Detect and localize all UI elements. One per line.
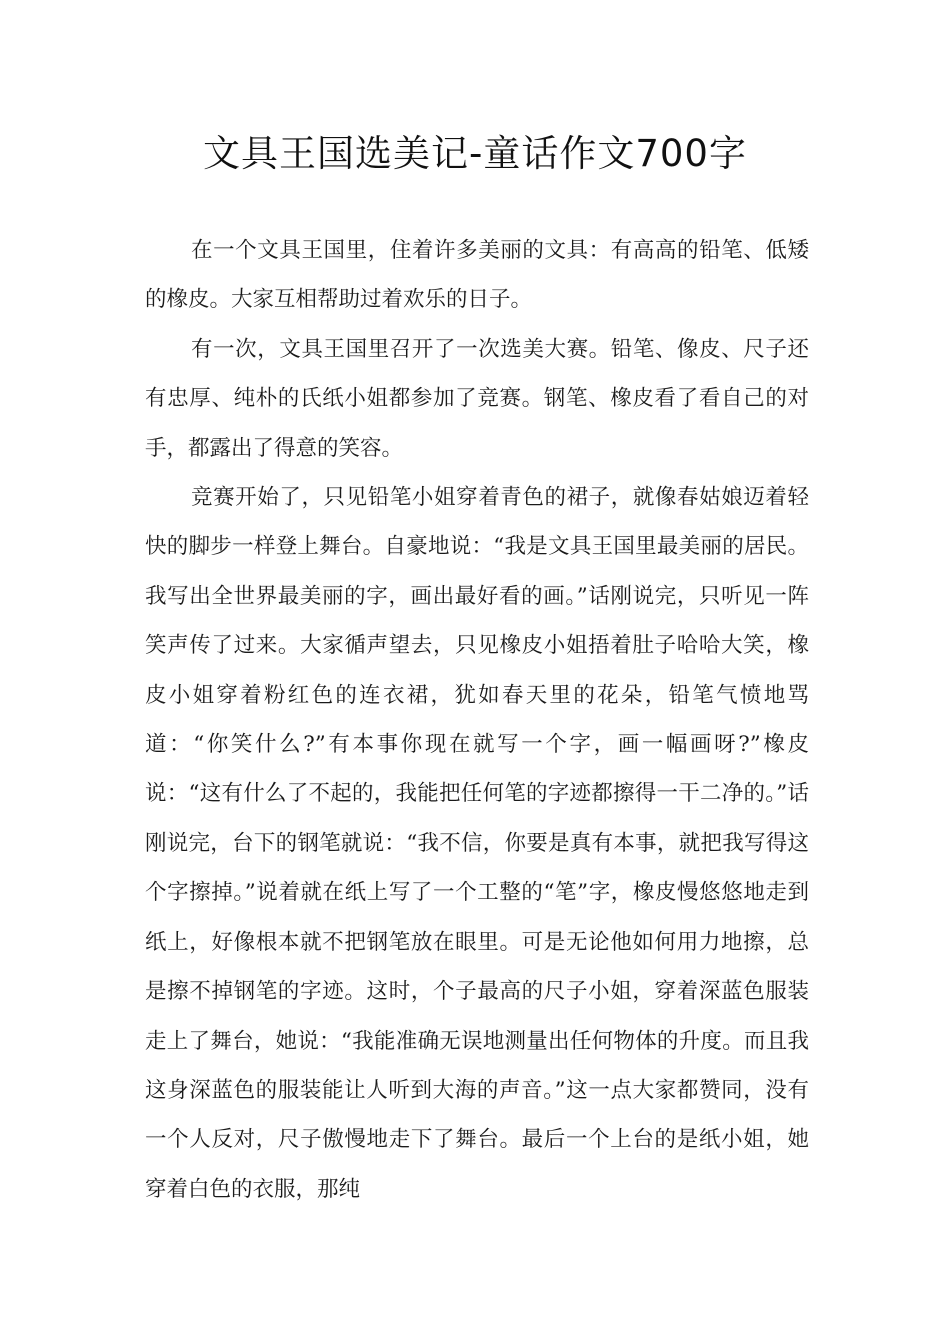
- document-body: [145, 226, 809, 1214]
- paragraph-2: 有一次，文具王国里召开了一次选美大赛。铅笔、像皮、尺子还有忠厚、纯朴的氏纸小姐都参加了竞赛。钢笔、橡皮看了看自己的对手，都露出了得意的笑容。: [145, 336, 809, 461]
- document-title: 文具王国选美记-童话作文700字: [203, 132, 747, 175]
- paragraph-1: 在一个文具王国里，住着许多美丽的文具：有高高的铅笔、低矮的橡皮。大家互相帮助过着欢乐的日子。: [145, 238, 809, 313]
- paragraph-3: 竞赛开始了，只见铅笔小姐穿着青色的裙子，就像春姑娘迈着轻快的脚步一样登上舞台。自豪地说：“我是文具王国里最美丽的居民。我写出全世界最美丽的字，画出最好看的画。”话刚说完，只听见一阵笑声传了过来。大家循声望去，只见橡皮小姐捂着肚子哈哈大笑，橡皮小姐穿着粉红色的连衣裙，犹如春天里的花朵，铅笔气愤地骂道：“你笑什么?”有本事你现在就写一个字，画一幅画呀?”橡皮说：“这有什么了不起的，我能把任何笔的字迹都擦得一干二净的。”话刚说完，台下的钢笔就说：“我不信，你要是真有本事，就把我写得这个字擦掉。”说着就在纸上写了一个工整的“笔”字，橡皮慢悠悠地走到纸上，好像根本就不把钢笔放在眼里。可是无论他如何用力地擦，总是擦不掉钢笔的字迹。这时，个子最高的尺子小姐，穿着深蓝色服装走上了舞台，她说：“我能准确无误地测量出任何物体的升度。而且我这身深蓝色的服装能让人听到大海的声音。”这一点大家都赞同，没有一个人反对，尺子傲慢地走下了舞台。最后一个上台的是纸小姐，她穿着白色的衣服，那纯: [145, 485, 809, 1202]
